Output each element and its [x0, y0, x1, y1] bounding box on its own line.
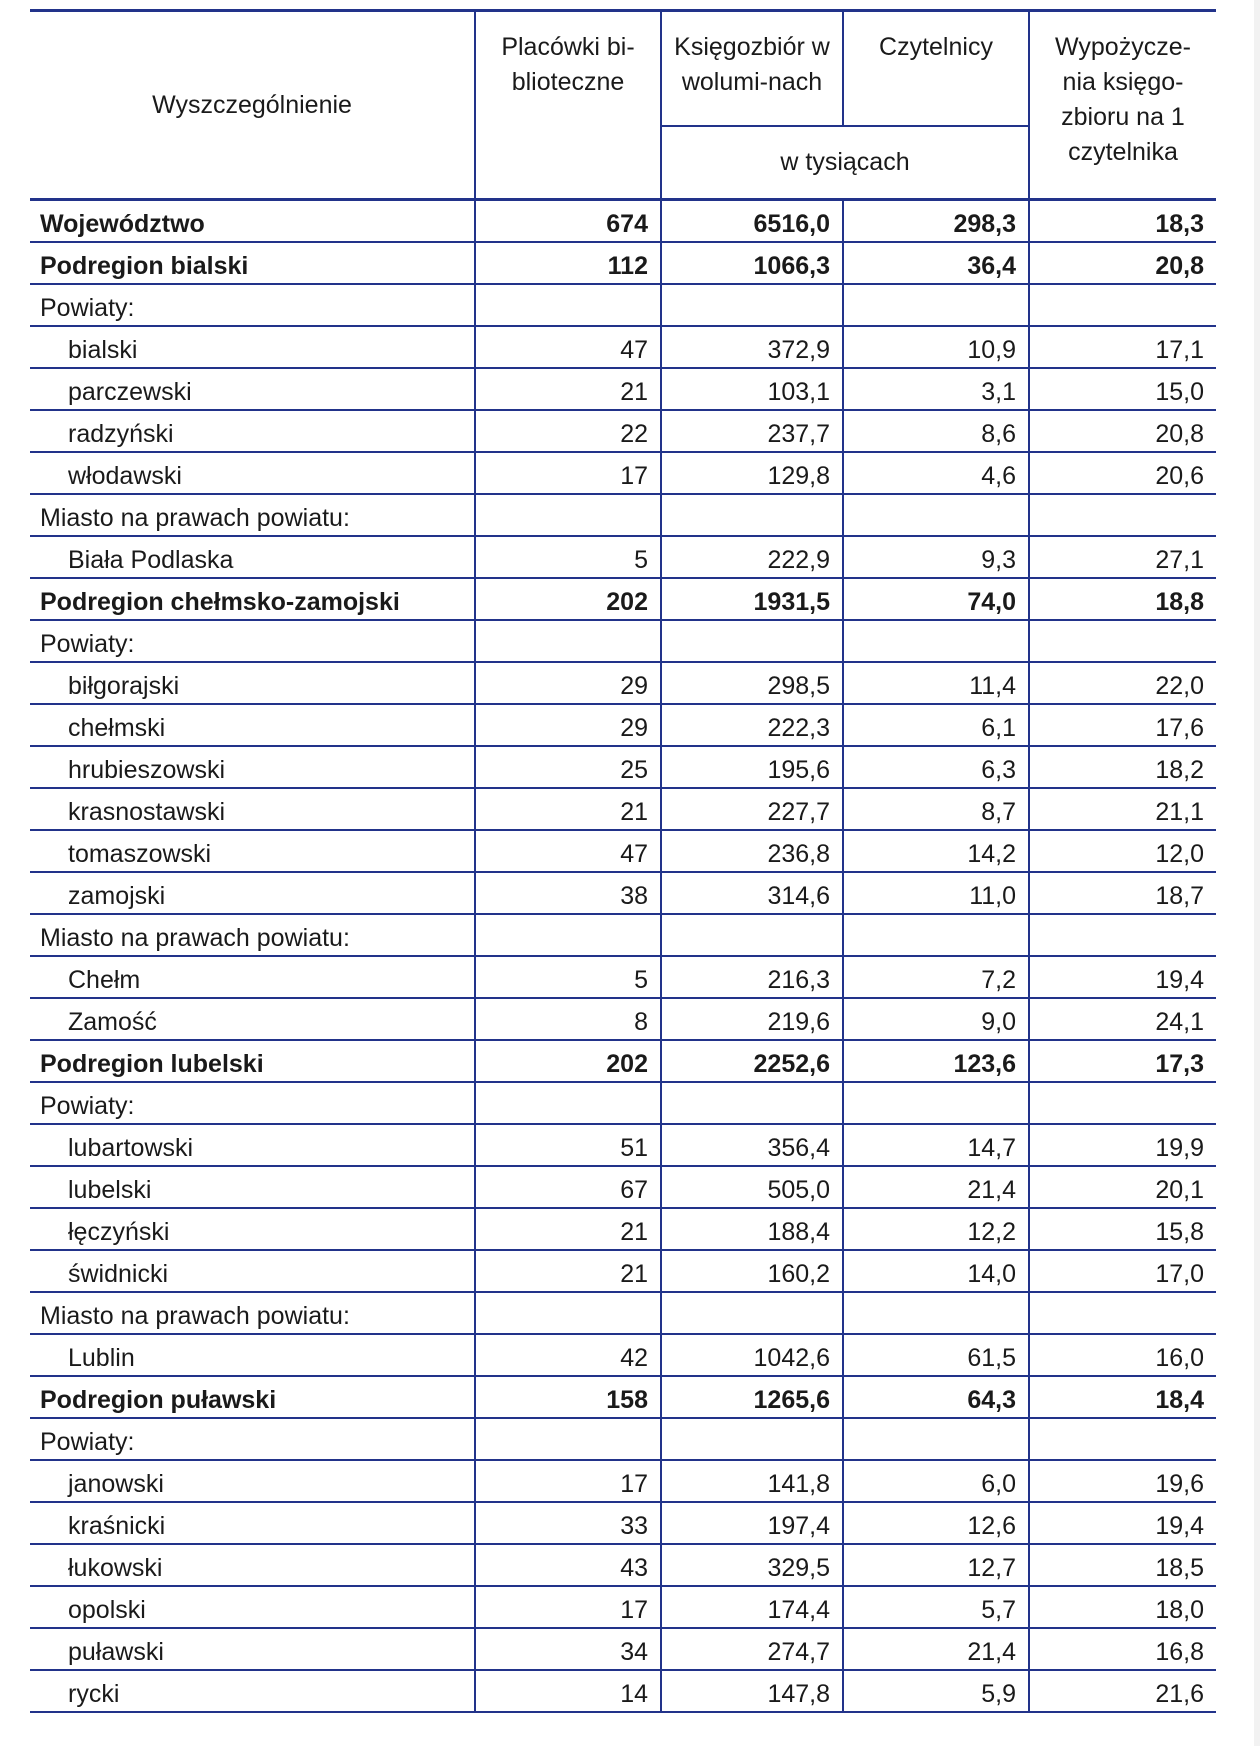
- cell-ksiegozbior: [661, 620, 843, 662]
- table-row: [30, 1418, 1216, 1460]
- cell-placowki: 67: [475, 1166, 661, 1208]
- cell-ksiegozbior: [661, 914, 843, 956]
- cell-czytelnicy: 9,3: [843, 536, 1029, 578]
- page-edge: [1254, 0, 1260, 1746]
- row-label: łukowski: [30, 1544, 475, 1586]
- cell-czytelnicy: 11,4: [843, 662, 1029, 704]
- cell-wypozyczenia: 20,8: [1029, 410, 1216, 452]
- cell-wypozyczenia: [1029, 1418, 1216, 1460]
- cell-wypozyczenia: [1029, 1082, 1216, 1124]
- cell-wypozyczenia: 18,8: [1029, 578, 1216, 620]
- cell-placowki: 5: [475, 536, 661, 578]
- cell-wypozyczenia: 18,2: [1029, 746, 1216, 788]
- cell-placowki: 21: [475, 1250, 661, 1292]
- cell-czytelnicy: [843, 1082, 1029, 1124]
- cell-wypozyczenia: 17,1: [1029, 326, 1216, 368]
- row-label: Chełm: [30, 956, 475, 998]
- cell-wypozyczenia: [1029, 620, 1216, 662]
- table-row: [30, 662, 1216, 704]
- table-row: [30, 1502, 1216, 1544]
- cell-placowki: 17: [475, 452, 661, 494]
- cell-ksiegozbior: 195,6: [661, 746, 843, 788]
- cell-czytelnicy: [843, 914, 1029, 956]
- cell-wypozyczenia: 15,8: [1029, 1208, 1216, 1250]
- cell-placowki: [475, 494, 661, 536]
- cell-placowki: 29: [475, 704, 661, 746]
- cell-czytelnicy: 14,7: [843, 1124, 1029, 1166]
- row-label: Województwo: [30, 200, 475, 243]
- table-row: [30, 1628, 1216, 1670]
- cell-ksiegozbior: 2252,6: [661, 1040, 843, 1082]
- cell-ksiegozbior: 237,7: [661, 410, 843, 452]
- cell-czytelnicy: 11,0: [843, 872, 1029, 914]
- cell-wypozyczenia: 18,7: [1029, 872, 1216, 914]
- cell-placowki: [475, 1082, 661, 1124]
- table-row: [30, 1670, 1216, 1712]
- table-row: [30, 956, 1216, 998]
- cell-czytelnicy: 12,2: [843, 1208, 1029, 1250]
- row-label: kraśnicki: [30, 1502, 475, 1544]
- cell-czytelnicy: 64,3: [843, 1376, 1029, 1418]
- table-row: [30, 1586, 1216, 1628]
- cell-wypozyczenia: 18,0: [1029, 1586, 1216, 1628]
- row-label: hrubieszowski: [30, 746, 475, 788]
- cell-wypozyczenia: 18,3: [1029, 200, 1216, 243]
- row-label: Biała Podlaska: [30, 536, 475, 578]
- cell-wypozyczenia: 22,0: [1029, 662, 1216, 704]
- cell-czytelnicy: 4,6: [843, 452, 1029, 494]
- cell-czytelnicy: 6,3: [843, 746, 1029, 788]
- row-label: bialski: [30, 326, 475, 368]
- cell-wypozyczenia: 24,1: [1029, 998, 1216, 1040]
- row-label: rycki: [30, 1670, 475, 1712]
- row-label: Powiaty:: [30, 1418, 475, 1460]
- table-body: [30, 200, 1216, 1713]
- table-row: [30, 326, 1216, 368]
- table-row: [30, 1166, 1216, 1208]
- cell-czytelnicy: 7,2: [843, 956, 1029, 998]
- cell-placowki: 22: [475, 410, 661, 452]
- row-label: Powiaty:: [30, 1082, 475, 1124]
- cell-placowki: 25: [475, 746, 661, 788]
- cell-ksiegozbior: 219,6: [661, 998, 843, 1040]
- table-row: [30, 1334, 1216, 1376]
- cell-czytelnicy: 14,0: [843, 1250, 1029, 1292]
- row-label: Podregion bialski: [30, 242, 475, 284]
- table-row: [30, 368, 1216, 410]
- cell-wypozyczenia: 20,1: [1029, 1166, 1216, 1208]
- cell-placowki: [475, 284, 661, 326]
- cell-ksiegozbior: 356,4: [661, 1124, 843, 1166]
- row-label: lubartowski: [30, 1124, 475, 1166]
- header-ksiegozbior: Księgozbiór w wolumi-nach: [661, 11, 843, 127]
- cell-wypozyczenia: [1029, 494, 1216, 536]
- cell-czytelnicy: 8,6: [843, 410, 1029, 452]
- cell-wypozyczenia: 27,1: [1029, 536, 1216, 578]
- cell-czytelnicy: 9,0: [843, 998, 1029, 1040]
- cell-placowki: 21: [475, 1208, 661, 1250]
- cell-wypozyczenia: 18,4: [1029, 1376, 1216, 1418]
- cell-czytelnicy: [843, 1292, 1029, 1334]
- cell-ksiegozbior: 188,4: [661, 1208, 843, 1250]
- cell-czytelnicy: [843, 1418, 1029, 1460]
- row-label: Miasto na prawach powiatu:: [30, 1292, 475, 1334]
- cell-ksiegozbior: 298,5: [661, 662, 843, 704]
- header-czytelnicy: Czytelnicy: [843, 11, 1029, 127]
- cell-czytelnicy: 21,4: [843, 1628, 1029, 1670]
- cell-ksiegozbior: 314,6: [661, 872, 843, 914]
- cell-czytelnicy: 5,7: [843, 1586, 1029, 1628]
- cell-wypozyczenia: 17,0: [1029, 1250, 1216, 1292]
- cell-ksiegozbior: 129,8: [661, 452, 843, 494]
- cell-placowki: 14: [475, 1670, 661, 1712]
- row-label: lubelski: [30, 1166, 475, 1208]
- cell-placowki: 34: [475, 1628, 661, 1670]
- cell-czytelnicy: [843, 494, 1029, 536]
- cell-placowki: [475, 914, 661, 956]
- table-row: [30, 788, 1216, 830]
- row-label: świdnicki: [30, 1250, 475, 1292]
- row-label: krasnostawski: [30, 788, 475, 830]
- cell-wypozyczenia: 20,8: [1029, 242, 1216, 284]
- row-label: włodawski: [30, 452, 475, 494]
- cell-czytelnicy: 3,1: [843, 368, 1029, 410]
- cell-ksiegozbior: [661, 1082, 843, 1124]
- row-label: Lublin: [30, 1334, 475, 1376]
- cell-wypozyczenia: 16,8: [1029, 1628, 1216, 1670]
- cell-ksiegozbior: 222,9: [661, 536, 843, 578]
- cell-placowki: 43: [475, 1544, 661, 1586]
- cell-ksiegozbior: 1265,6: [661, 1376, 843, 1418]
- cell-czytelnicy: 6,1: [843, 704, 1029, 746]
- cell-wypozyczenia: [1029, 914, 1216, 956]
- cell-czytelnicy: 12,6: [843, 1502, 1029, 1544]
- cell-placowki: [475, 1418, 661, 1460]
- cell-ksiegozbior: 216,3: [661, 956, 843, 998]
- cell-wypozyczenia: 17,6: [1029, 704, 1216, 746]
- header-placowki: Placówki bi-blioteczne: [475, 11, 661, 200]
- cell-ksiegozbior: 274,7: [661, 1628, 843, 1670]
- cell-placowki: 47: [475, 326, 661, 368]
- cell-wypozyczenia: [1029, 1292, 1216, 1334]
- cell-czytelnicy: 61,5: [843, 1334, 1029, 1376]
- cell-placowki: 47: [475, 830, 661, 872]
- row-label: biłgorajski: [30, 662, 475, 704]
- cell-ksiegozbior: 147,8: [661, 1670, 843, 1712]
- row-label: tomaszowski: [30, 830, 475, 872]
- cell-ksiegozbior: 1042,6: [661, 1334, 843, 1376]
- cell-wypozyczenia: 17,3: [1029, 1040, 1216, 1082]
- row-label: puławski: [30, 1628, 475, 1670]
- table-row: [30, 200, 1216, 243]
- cell-czytelnicy: 10,9: [843, 326, 1029, 368]
- cell-czytelnicy: [843, 620, 1029, 662]
- table-row: [30, 1544, 1216, 1586]
- row-label: Podregion lubelski: [30, 1040, 475, 1082]
- cell-wypozyczenia: 19,4: [1029, 1502, 1216, 1544]
- cell-czytelnicy: 298,3: [843, 200, 1029, 243]
- cell-ksiegozbior: [661, 284, 843, 326]
- cell-ksiegozbior: 1066,3: [661, 242, 843, 284]
- table-row: [30, 410, 1216, 452]
- cell-czytelnicy: 8,7: [843, 788, 1029, 830]
- row-label: opolski: [30, 1586, 475, 1628]
- cell-placowki: 21: [475, 368, 661, 410]
- cell-ksiegozbior: 329,5: [661, 1544, 843, 1586]
- table-row: [30, 1250, 1216, 1292]
- cell-wypozyczenia: 19,9: [1029, 1124, 1216, 1166]
- cell-placowki: 33: [475, 1502, 661, 1544]
- row-label: zamojski: [30, 872, 475, 914]
- row-label: Podregion puławski: [30, 1376, 475, 1418]
- table-row: [30, 1124, 1216, 1166]
- table-row: [30, 998, 1216, 1040]
- row-label: Powiaty:: [30, 620, 475, 662]
- table-row: [30, 1208, 1216, 1250]
- cell-placowki: 112: [475, 242, 661, 284]
- cell-czytelnicy: 21,4: [843, 1166, 1029, 1208]
- cell-wypozyczenia: 16,0: [1029, 1334, 1216, 1376]
- cell-wypozyczenia: 19,4: [1029, 956, 1216, 998]
- table-row: [30, 1292, 1216, 1334]
- cell-czytelnicy: 12,7: [843, 1544, 1029, 1586]
- cell-ksiegozbior: 103,1: [661, 368, 843, 410]
- cell-placowki: 17: [475, 1460, 661, 1502]
- cell-placowki: 5: [475, 956, 661, 998]
- cell-wypozyczenia: 19,6: [1029, 1460, 1216, 1502]
- cell-ksiegozbior: 222,3: [661, 704, 843, 746]
- table-row: [30, 536, 1216, 578]
- cell-placowki: 29: [475, 662, 661, 704]
- table-row: [30, 1082, 1216, 1124]
- row-label: Miasto na prawach powiatu:: [30, 494, 475, 536]
- table-row: [30, 830, 1216, 872]
- cell-placowki: 21: [475, 788, 661, 830]
- row-label: parczewski: [30, 368, 475, 410]
- cell-czytelnicy: 36,4: [843, 242, 1029, 284]
- table-row: [30, 1376, 1216, 1418]
- cell-ksiegozbior: 227,7: [661, 788, 843, 830]
- table-row: [30, 452, 1216, 494]
- cell-placowki: [475, 620, 661, 662]
- table-row: [30, 242, 1216, 284]
- cell-ksiegozbior: 174,4: [661, 1586, 843, 1628]
- row-label: łęczyński: [30, 1208, 475, 1250]
- cell-placowki: 8: [475, 998, 661, 1040]
- table-row: [30, 872, 1216, 914]
- cell-ksiegozbior: 372,9: [661, 326, 843, 368]
- table-row: [30, 620, 1216, 662]
- cell-placowki: 38: [475, 872, 661, 914]
- row-label: Powiaty:: [30, 284, 475, 326]
- row-label: Miasto na prawach powiatu:: [30, 914, 475, 956]
- header-unit-w-tysiacach: w tysiącach: [661, 126, 1029, 200]
- cell-placowki: 202: [475, 1040, 661, 1082]
- cell-ksiegozbior: [661, 1292, 843, 1334]
- cell-wypozyczenia: 18,5: [1029, 1544, 1216, 1586]
- cell-ksiegozbior: 160,2: [661, 1250, 843, 1292]
- header-wyszczegolnienie: Wyszczególnienie: [30, 11, 475, 200]
- table-row: [30, 1040, 1216, 1082]
- library-statistics-table: [30, 9, 1216, 1713]
- cell-ksiegozbior: 141,8: [661, 1460, 843, 1502]
- row-label: chełmski: [30, 704, 475, 746]
- cell-wypozyczenia: [1029, 284, 1216, 326]
- table-row: [30, 578, 1216, 620]
- cell-ksiegozbior: 1931,5: [661, 578, 843, 620]
- table-row: [30, 1460, 1216, 1502]
- cell-czytelnicy: 6,0: [843, 1460, 1029, 1502]
- cell-ksiegozbior: [661, 494, 843, 536]
- table-row: [30, 746, 1216, 788]
- cell-wypozyczenia: 21,6: [1029, 1670, 1216, 1712]
- row-label: janowski: [30, 1460, 475, 1502]
- cell-czytelnicy: 123,6: [843, 1040, 1029, 1082]
- cell-ksiegozbior: 197,4: [661, 1502, 843, 1544]
- cell-ksiegozbior: 505,0: [661, 1166, 843, 1208]
- cell-wypozyczenia: 12,0: [1029, 830, 1216, 872]
- cell-ksiegozbior: 6516,0: [661, 200, 843, 243]
- cell-czytelnicy: 14,2: [843, 830, 1029, 872]
- cell-wypozyczenia: 20,6: [1029, 452, 1216, 494]
- cell-czytelnicy: [843, 284, 1029, 326]
- cell-wypozyczenia: 15,0: [1029, 368, 1216, 410]
- cell-czytelnicy: 74,0: [843, 578, 1029, 620]
- row-label: Podregion chełmsko-zamojski: [30, 578, 475, 620]
- cell-placowki: [475, 1292, 661, 1334]
- row-label: radzyński: [30, 410, 475, 452]
- cell-placowki: 674: [475, 200, 661, 243]
- row-label: Zamość: [30, 998, 475, 1040]
- cell-placowki: 158: [475, 1376, 661, 1418]
- cell-ksiegozbior: [661, 1418, 843, 1460]
- cell-placowki: 51: [475, 1124, 661, 1166]
- cell-wypozyczenia: 21,1: [1029, 788, 1216, 830]
- cell-czytelnicy: 5,9: [843, 1670, 1029, 1712]
- header-wypozyczenia: Wypożycze-nia księgo-zbioru na 1 czytelnika: [1029, 11, 1216, 200]
- cell-placowki: 17: [475, 1586, 661, 1628]
- cell-placowki: 42: [475, 1334, 661, 1376]
- table-row: [30, 914, 1216, 956]
- table-row: [30, 284, 1216, 326]
- table-row: [30, 494, 1216, 536]
- table-row: [30, 704, 1216, 746]
- cell-placowki: 202: [475, 578, 661, 620]
- cell-ksiegozbior: 236,8: [661, 830, 843, 872]
